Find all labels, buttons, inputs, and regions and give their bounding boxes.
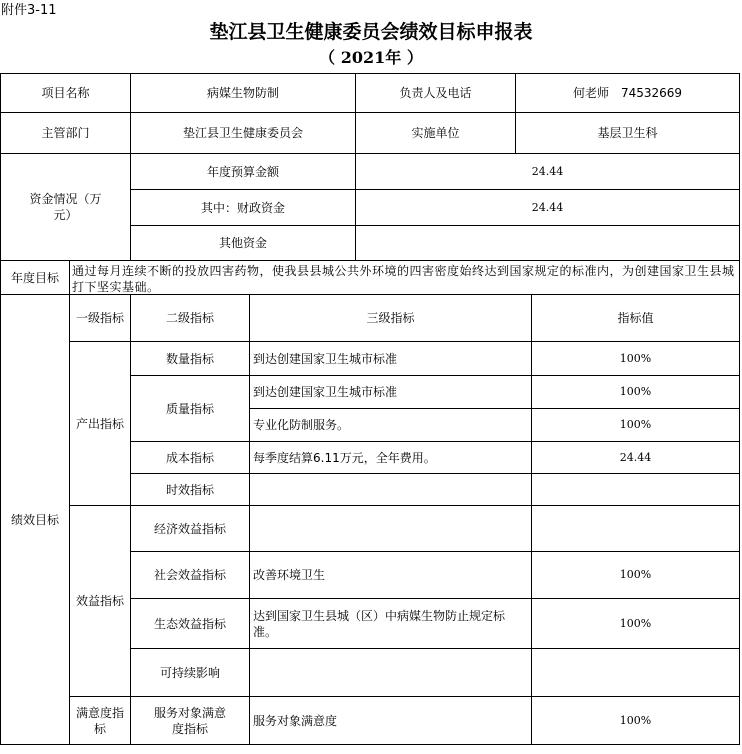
annual-budget-value: 24.44 bbox=[356, 154, 740, 190]
quality-value-1: 100% bbox=[532, 376, 740, 409]
fiscal-funds-value: 24.44 bbox=[356, 190, 740, 226]
service-item: 服务对象满意度 bbox=[250, 697, 532, 745]
perf-goal-label: 绩效目标 bbox=[0, 295, 70, 745]
other-funds-value bbox=[356, 226, 740, 261]
funds-label: 资金情况（万元） bbox=[0, 154, 131, 261]
fiscal-funds-label: 其中：财政资金 bbox=[131, 190, 356, 226]
header-value: 指标值 bbox=[532, 295, 740, 342]
header-level1: 一级指标 bbox=[70, 295, 131, 342]
sustain-label: 可持续影响 bbox=[131, 649, 250, 697]
benefit-label: 效益指标 bbox=[70, 506, 131, 697]
attachment-label: 附件3-11 bbox=[1, 3, 57, 18]
page-title: 垫江县卫生健康委员会绩效目标申报表 bbox=[209, 21, 533, 43]
quantity-item: 到达创建国家卫生城市标准 bbox=[250, 342, 532, 376]
social-item: 改善环境卫生 bbox=[250, 552, 532, 599]
cost-value: 24.44 bbox=[532, 442, 740, 474]
sustain-value bbox=[532, 649, 740, 697]
header-level3: 三级指标 bbox=[250, 295, 532, 342]
contact-label: 负责人及电话 bbox=[356, 73, 516, 113]
quality-label: 质量指标 bbox=[131, 376, 250, 442]
impl-label: 实施单位 bbox=[356, 113, 516, 154]
cost-item: 每季度结算6.11万元，全年费用。 bbox=[250, 442, 532, 474]
other-funds-label: 其他资金 bbox=[131, 226, 356, 261]
social-value: 100% bbox=[532, 552, 740, 599]
output-label: 产出指标 bbox=[70, 342, 131, 506]
cost-label: 成本指标 bbox=[131, 442, 250, 474]
dept-value: 垫江县卫生健康委员会 bbox=[131, 113, 356, 154]
service-label: 服务对象满意度指标 bbox=[131, 697, 250, 745]
eco-label: 生态效益指标 bbox=[131, 599, 250, 649]
quality-item-2: 专业化防制服务。 bbox=[250, 409, 532, 442]
year-label: （ 2021年 ） bbox=[319, 48, 423, 67]
annual-goal-label: 年度目标 bbox=[0, 261, 70, 295]
economic-item bbox=[250, 506, 532, 552]
economic-value bbox=[532, 506, 740, 552]
header-level2: 二级指标 bbox=[131, 295, 250, 342]
economic-label: 经济效益指标 bbox=[131, 506, 250, 552]
eco-item: 达到国家卫生县城（区）中病媒生物防止规定标准。 bbox=[250, 599, 532, 649]
sustain-item bbox=[250, 649, 532, 697]
contact-value: 何老师 74532669 bbox=[516, 73, 740, 113]
time-item bbox=[250, 474, 532, 506]
service-value: 100% bbox=[532, 697, 740, 745]
quality-value-2: 100% bbox=[532, 409, 740, 442]
satisfaction-label: 满意度指标 bbox=[70, 697, 131, 745]
impl-value: 基层卫生科 bbox=[516, 113, 740, 154]
quantity-label: 数量指标 bbox=[131, 342, 250, 376]
quantity-value: 100% bbox=[532, 342, 740, 376]
dept-label: 主管部门 bbox=[0, 113, 131, 154]
time-value bbox=[532, 474, 740, 506]
quality-item-1: 到达创建国家卫生城市标准 bbox=[250, 376, 532, 409]
project-name-label: 项目名称 bbox=[0, 73, 131, 113]
social-label: 社会效益指标 bbox=[131, 552, 250, 599]
annual-goal-text: 通过每月连续不断的投放四害药物，使我县县城公共外环境的四害密度始终达到国家规定的标准内，为创建国家卫生县城打下坚实基础。 bbox=[70, 261, 740, 295]
eco-value: 100% bbox=[532, 599, 740, 649]
time-label: 时效指标 bbox=[131, 474, 250, 506]
annual-budget-label: 年度预算金额 bbox=[131, 154, 356, 190]
project-name-value: 病媒生物防制 bbox=[131, 73, 356, 113]
